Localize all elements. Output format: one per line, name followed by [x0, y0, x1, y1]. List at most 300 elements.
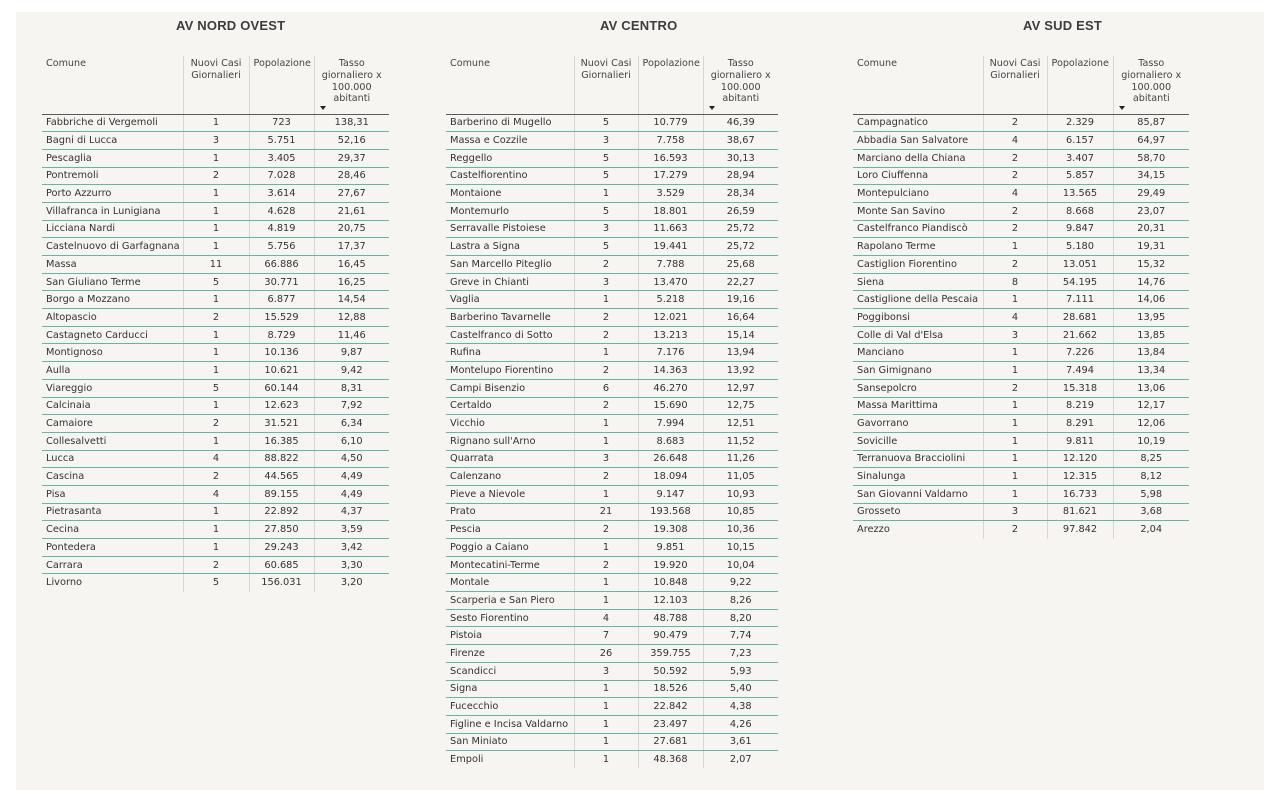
cell-comune: Sansepolcro	[853, 379, 983, 397]
cell-nuovi-casi: 26	[574, 645, 638, 663]
cell-comune: Camaiore	[42, 415, 183, 433]
cell-nuovi-casi: 2	[983, 220, 1047, 238]
table-row[interactable]	[42, 238, 389, 256]
cell-comune: Fucecchio	[446, 698, 574, 716]
table-row[interactable]	[446, 309, 778, 327]
table-row[interactable]	[446, 167, 778, 185]
table-row[interactable]	[42, 379, 389, 397]
table-row[interactable]	[446, 574, 778, 592]
cell-comune: Sesto Fiorentino	[446, 609, 574, 627]
cell-comune: Licciana Nardi	[42, 220, 183, 238]
cell-tasso: 30,13	[703, 149, 778, 167]
cell-popolazione: 89.155	[249, 485, 314, 503]
cell-popolazione: 15.318	[1047, 379, 1113, 397]
cell-tasso: 4,37	[314, 503, 389, 521]
column-header-popolazione[interactable]: Popolazione	[249, 56, 314, 114]
cell-tasso: 8,20	[703, 609, 778, 627]
cell-nuovi-casi: 1	[574, 291, 638, 309]
cell-comune: Pistoia	[446, 627, 574, 645]
cell-nuovi-casi: 4	[183, 450, 249, 468]
cell-tasso: 9,42	[314, 362, 389, 380]
cell-tasso: 8,26	[703, 592, 778, 610]
cell-comune: Massa	[42, 256, 183, 274]
cell-nuovi-casi: 1	[574, 574, 638, 592]
cell-popolazione: 7.994	[638, 415, 703, 433]
table-row[interactable]	[42, 132, 389, 150]
column-header-tasso[interactable]	[1113, 56, 1189, 114]
cell-nuovi-casi: 1	[574, 698, 638, 716]
cell-comune: Loro Ciuffenna	[853, 167, 983, 185]
cell-nuovi-casi: 1	[183, 220, 249, 238]
cell-tasso: 85,87	[1113, 114, 1189, 132]
cell-comune: Cascina	[42, 468, 183, 486]
table-header-row	[42, 56, 389, 114]
cell-popolazione: 8.668	[1047, 202, 1113, 220]
table-row[interactable]	[42, 309, 389, 327]
sort-descending-icon[interactable]	[709, 106, 715, 110]
cell-tasso: 13,84	[1113, 344, 1189, 362]
cell-nuovi-casi: 1	[183, 185, 249, 203]
cell-tasso: 14,76	[1113, 273, 1189, 291]
cell-nuovi-casi: 1	[183, 344, 249, 362]
cell-popolazione: 31.521	[249, 415, 314, 433]
table-row[interactable]	[853, 397, 1189, 415]
cell-tasso: 34,15	[1113, 167, 1189, 185]
table-row[interactable]	[42, 503, 389, 521]
table-row[interactable]	[853, 344, 1189, 362]
cell-nuovi-casi: 1	[183, 521, 249, 539]
cell-comune: Altopascio	[42, 309, 183, 327]
cell-comune: Vicchio	[446, 415, 574, 433]
panel-title: AV NORD OVEST	[176, 18, 286, 33]
cell-popolazione: 723	[249, 114, 314, 132]
table-row[interactable]	[446, 238, 778, 256]
table-row[interactable]	[853, 432, 1189, 450]
column-header-tasso[interactable]	[703, 56, 778, 114]
table-row[interactable]	[42, 344, 389, 362]
cell-tasso: 10,93	[703, 485, 778, 503]
dashboard-page	[16, 12, 1264, 790]
table-row[interactable]	[853, 114, 1189, 132]
cell-comune: Fabbriche di Vergemoli	[42, 114, 183, 132]
cell-comune: Livorno	[46, 577, 83, 589]
cell-comune: Aulla	[42, 362, 183, 380]
cell-popolazione: 3.405	[249, 149, 314, 167]
table-row[interactable]	[42, 415, 389, 433]
cell-popolazione: 3.529	[638, 185, 703, 203]
cell-comune: Bagni di Lucca	[42, 132, 183, 150]
column-header-tasso[interactable]	[314, 56, 389, 114]
table-row[interactable]	[446, 114, 778, 132]
cell-nuovi-casi: 3	[574, 450, 638, 468]
cell-tasso: 13,06	[1113, 379, 1189, 397]
table-row[interactable]	[446, 432, 778, 450]
cell-comune: Montaione	[446, 185, 574, 203]
cell-comune: Rufina	[446, 344, 574, 362]
table-row[interactable]	[446, 609, 778, 627]
table-row[interactable]	[446, 256, 778, 274]
table-row[interactable]	[446, 751, 778, 769]
cell-tasso: 52,16	[314, 132, 389, 150]
cell-tasso: 9,87	[314, 344, 389, 362]
cell-nuovi-casi: 8	[983, 273, 1047, 291]
cell-comune: San Giovanni Valdarno	[853, 485, 983, 503]
cell-tasso: 7,92	[314, 397, 389, 415]
cell-nuovi-casi: 1	[983, 450, 1047, 468]
table-row[interactable]	[446, 397, 778, 415]
table-row[interactable]	[446, 185, 778, 203]
column-header-popolazione[interactable]: Popolazione	[1047, 56, 1113, 114]
cell-tasso: 10,36	[703, 521, 778, 539]
cell-popolazione: 7.176	[638, 344, 703, 362]
table-row[interactable]	[853, 415, 1189, 433]
cell-comune: Viareggio	[42, 379, 183, 397]
column-header-nuovi-casi[interactable]: Nuovi Casi Giornalieri	[183, 56, 249, 114]
cell-tasso: 8,31	[314, 379, 389, 397]
cell-tasso: 3,20	[314, 574, 389, 592]
cell-tasso: 3,59	[314, 521, 389, 539]
table-row[interactable]	[446, 503, 778, 521]
table-row[interactable]	[446, 450, 778, 468]
table-row[interactable]	[446, 468, 778, 486]
cell-popolazione: 193.568	[638, 503, 703, 521]
cell-comune: Serravalle Pistoiese	[446, 220, 574, 238]
table-row[interactable]	[853, 468, 1189, 486]
cell-nuovi-casi: 1	[574, 680, 638, 698]
cell-comune: Empoli	[450, 754, 484, 766]
table-row[interactable]	[446, 680, 778, 698]
table-row[interactable]	[446, 362, 778, 380]
cell-nuovi-casi: 3	[574, 273, 638, 291]
cell-popolazione: 17.279	[638, 167, 703, 185]
cell-popolazione: 26.648	[638, 450, 703, 468]
cell-tasso: 29,37	[314, 149, 389, 167]
table-row[interactable]	[42, 220, 389, 238]
cell-popolazione: 46.270	[638, 379, 703, 397]
cell-popolazione: 4.819	[249, 220, 314, 238]
cell-popolazione: 3.614	[249, 185, 314, 203]
column-header-nuovi-casi[interactable]: Nuovi Casi Giornalieri	[574, 56, 638, 114]
table-row[interactable]	[446, 291, 778, 309]
cell-tasso: 13,94	[703, 344, 778, 362]
table-row[interactable]	[446, 149, 778, 167]
table-row[interactable]	[853, 362, 1189, 380]
table-row[interactable]	[42, 114, 389, 132]
cell-popolazione: 11.663	[638, 220, 703, 238]
table-row[interactable]	[853, 167, 1189, 185]
cell-tasso: 9,22	[703, 574, 778, 592]
comuni-table	[446, 56, 778, 768]
table-row[interactable]	[446, 344, 778, 362]
panel-title: AV SUD EST	[1023, 18, 1103, 33]
cell-comune: Firenze	[446, 645, 574, 663]
cell-comune: Massa e Cozzile	[446, 132, 574, 150]
cell-popolazione: 18.526	[638, 680, 703, 698]
column-header-popolazione[interactable]: Popolazione	[638, 56, 703, 114]
cell-nuovi-casi: 4	[183, 485, 249, 503]
cell-popolazione: 10.779	[638, 114, 703, 132]
cell-tasso: 14,06	[1113, 291, 1189, 309]
cell-popolazione: 5.180	[1047, 238, 1113, 256]
cell-tasso: 11,05	[703, 468, 778, 486]
cell-tasso: 7,74	[703, 627, 778, 645]
table-row[interactable]	[42, 397, 389, 415]
cell-comune: Sinalunga	[853, 468, 983, 486]
table-row[interactable]	[42, 273, 389, 291]
cell-popolazione: 23.497	[638, 715, 703, 733]
column-header-comune[interactable]: Comune	[853, 56, 983, 114]
column-header-comune[interactable]: Comune	[42, 56, 183, 114]
cell-comune: Montignoso	[42, 344, 183, 362]
table-row[interactable]	[853, 238, 1189, 256]
table-row[interactable]	[446, 627, 778, 645]
cell-popolazione: 22.842	[638, 698, 703, 716]
cell-tasso: 58,70	[1113, 149, 1189, 167]
cell-popolazione: 12.103	[638, 592, 703, 610]
table-row[interactable]	[42, 291, 389, 309]
table-row[interactable]	[42, 432, 389, 450]
cell-popolazione: 9.811	[1047, 432, 1113, 450]
cell-popolazione: 22.892	[249, 503, 314, 521]
cell-tasso: 20,31	[1113, 220, 1189, 238]
table-row[interactable]	[42, 450, 389, 468]
cell-popolazione: 90.479	[638, 627, 703, 645]
cell-nuovi-casi: 2	[574, 397, 638, 415]
cell-comune: San Gimignano	[853, 362, 983, 380]
table-row[interactable]	[446, 662, 778, 680]
table-row[interactable]	[446, 273, 778, 291]
table-row[interactable]	[853, 291, 1189, 309]
cell-popolazione: 60.144	[249, 379, 314, 397]
table-row[interactable]	[42, 362, 389, 380]
cell-nuovi-casi: 1	[183, 503, 249, 521]
cell-tasso: 11,46	[314, 326, 389, 344]
cell-popolazione: 12.021	[638, 309, 703, 327]
table-row[interactable]	[853, 309, 1189, 327]
table-row[interactable]	[853, 256, 1189, 274]
cell-comune: Abbadia San Salvatore	[853, 132, 983, 150]
table-row[interactable]	[446, 415, 778, 433]
table-row[interactable]	[42, 256, 389, 274]
cell-tasso: 25,72	[703, 220, 778, 238]
cell-nuovi-casi: 2	[574, 521, 638, 539]
cell-tasso: 2,07	[703, 751, 778, 769]
table-row[interactable]	[446, 521, 778, 539]
cell-popolazione: 81.621	[1047, 503, 1113, 521]
cell-tasso: 6,10	[314, 432, 389, 450]
cell-comune: Porto Azzurro	[42, 185, 183, 203]
cell-comune: Castiglione della Pescaia	[853, 291, 983, 309]
cell-popolazione: 19.920	[638, 556, 703, 574]
cell-nuovi-casi: 2	[983, 379, 1047, 397]
cell-popolazione: 54.195	[1047, 273, 1113, 291]
cell-nuovi-casi: 5	[574, 167, 638, 185]
table-row[interactable]	[446, 326, 778, 344]
cell-nuovi-casi: 5	[183, 379, 249, 397]
cell-comune: Gavorrano	[853, 415, 983, 433]
table-row[interactable]	[446, 698, 778, 716]
cell-tasso: 10,19	[1113, 432, 1189, 450]
table-row[interactable]	[446, 539, 778, 557]
cell-comune: Lastra a Signa	[446, 238, 574, 256]
table-row[interactable]	[853, 202, 1189, 220]
cell-nuovi-casi: 6	[574, 379, 638, 397]
cell-tasso: 21,61	[314, 202, 389, 220]
table-row[interactable]	[42, 539, 389, 557]
cell-popolazione: 13.051	[1047, 256, 1113, 274]
cell-nuovi-casi: 5	[183, 273, 249, 291]
cell-comune: Certaldo	[446, 397, 574, 415]
table-row[interactable]	[446, 485, 778, 503]
cell-tasso: 19,31	[1113, 238, 1189, 256]
cell-nuovi-casi: 2	[574, 556, 638, 574]
table-row[interactable]	[42, 326, 389, 344]
cell-popolazione: 14.363	[638, 362, 703, 380]
table-row[interactable]	[853, 450, 1189, 468]
cell-popolazione: 7.028	[249, 167, 314, 185]
cell-tasso: 29,49	[1113, 185, 1189, 203]
table-row[interactable]	[446, 592, 778, 610]
table-body	[42, 114, 389, 592]
cell-popolazione: 15.690	[638, 397, 703, 415]
cell-nuovi-casi: 1	[183, 149, 249, 167]
cell-comune: Poggibonsi	[853, 309, 983, 327]
table-row[interactable]	[42, 556, 389, 574]
table-row[interactable]	[446, 220, 778, 238]
table-row[interactable]	[853, 185, 1189, 203]
cell-comune: Borgo a Mozzano	[42, 291, 183, 309]
cell-popolazione: 27.681	[638, 733, 703, 751]
cell-popolazione: 7.494	[1047, 362, 1113, 380]
cell-nuovi-casi: 2	[983, 521, 1047, 539]
cell-nuovi-casi: 1	[183, 326, 249, 344]
cell-nuovi-casi: 3	[183, 132, 249, 150]
cell-comune: Calcinaia	[42, 397, 183, 415]
table-row[interactable]	[853, 149, 1189, 167]
table-row[interactable]	[42, 574, 389, 592]
cell-tasso: 5,40	[703, 680, 778, 698]
cell-nuovi-casi: 21	[574, 503, 638, 521]
table-row[interactable]	[446, 645, 778, 663]
table-row[interactable]	[446, 132, 778, 150]
column-header-tasso-label: Tasso giornaliero x 100.000 abitanti	[1121, 58, 1182, 105]
cell-nuovi-casi: 1	[983, 397, 1047, 415]
table-row[interactable]	[446, 733, 778, 751]
cell-nuovi-casi: 1	[574, 733, 638, 751]
cell-popolazione: 50.592	[638, 662, 703, 680]
table-row[interactable]	[446, 379, 778, 397]
table-row[interactable]	[42, 468, 389, 486]
table-row[interactable]	[853, 132, 1189, 150]
cell-tasso: 8,25	[1113, 450, 1189, 468]
cell-popolazione: 44.565	[249, 468, 314, 486]
cell-tasso: 13,92	[703, 362, 778, 380]
cell-popolazione: 7.226	[1047, 344, 1113, 362]
table-row[interactable]	[853, 326, 1189, 344]
cell-popolazione: 66.886	[249, 256, 314, 274]
cell-comune: Pontedera	[42, 539, 183, 557]
cell-tasso: 13,34	[1113, 362, 1189, 380]
cell-popolazione: 28.681	[1047, 309, 1113, 327]
table-row[interactable]	[42, 185, 389, 203]
cell-nuovi-casi: 1	[183, 238, 249, 256]
cell-nuovi-casi: 1	[983, 238, 1047, 256]
cell-comune: Pescia	[446, 521, 574, 539]
cell-popolazione: 18.801	[638, 202, 703, 220]
cell-nuovi-casi: 4	[983, 132, 1047, 150]
table-row[interactable]	[446, 202, 778, 220]
cell-nuovi-casi: 1	[574, 592, 638, 610]
table-row[interactable]	[42, 149, 389, 167]
cell-popolazione: 15.529	[249, 309, 314, 327]
column-header-nuovi-casi[interactable]: Nuovi Casi Giornalieri	[983, 56, 1047, 114]
cell-comune: Terranuova Bracciolini	[853, 450, 983, 468]
cell-comune: Poggio a Caiano	[446, 539, 574, 557]
sort-descending-icon[interactable]	[1119, 106, 1125, 110]
table-row[interactable]	[446, 715, 778, 733]
cell-comune: Manciano	[853, 344, 983, 362]
table-row[interactable]	[42, 167, 389, 185]
cell-popolazione: 10.621	[249, 362, 314, 380]
cell-nuovi-casi: 1	[183, 539, 249, 557]
column-header-comune[interactable]: Comune	[446, 56, 574, 114]
cell-nuovi-casi: 1	[983, 415, 1047, 433]
cell-tasso: 11,52	[703, 432, 778, 450]
cell-nuovi-casi: 2	[183, 309, 249, 327]
table-row[interactable]	[853, 273, 1189, 291]
cell-nuovi-casi: 3	[574, 220, 638, 238]
cell-nuovi-casi: 5	[574, 238, 638, 256]
cell-nuovi-casi: 2	[574, 309, 638, 327]
table-row[interactable]	[853, 503, 1189, 521]
cell-tasso: 4,49	[314, 485, 389, 503]
cell-comune: Pieve a Nievole	[446, 485, 574, 503]
table-row[interactable]	[853, 521, 1189, 539]
cell-nuovi-casi: 2	[183, 556, 249, 574]
cell-comune: Castiglion Fiorentino	[853, 256, 983, 274]
sort-descending-icon[interactable]	[320, 106, 326, 110]
table-row[interactable]	[446, 556, 778, 574]
table-row[interactable]	[42, 485, 389, 503]
cell-tasso: 12,88	[314, 309, 389, 327]
cell-tasso: 13,95	[1113, 309, 1189, 327]
cell-tasso: 3,42	[314, 539, 389, 557]
cell-nuovi-casi: 5	[183, 574, 249, 592]
cell-comune: Barberino Tavarnelle	[446, 309, 574, 327]
cell-tasso: 25,72	[703, 238, 778, 256]
cell-nuovi-casi: 1	[574, 344, 638, 362]
column-header-tasso-label: Tasso giornaliero x 100.000 abitanti	[321, 58, 382, 105]
cell-comune: Montelupo Fiorentino	[446, 362, 574, 380]
cell-popolazione: 13.213	[638, 326, 703, 344]
cell-tasso: 3,61	[703, 733, 778, 751]
table-row[interactable]	[42, 521, 389, 539]
cell-popolazione: 48.368	[638, 751, 703, 769]
cell-popolazione: 19.308	[638, 521, 703, 539]
cell-popolazione: 13.470	[638, 273, 703, 291]
table-row[interactable]	[853, 220, 1189, 238]
cell-comune: Scandicci	[446, 662, 574, 680]
table-row[interactable]	[853, 485, 1189, 503]
cell-comune: Lucca	[42, 450, 183, 468]
table-row[interactable]	[42, 202, 389, 220]
table-row[interactable]	[853, 379, 1189, 397]
cell-popolazione: 5.751	[249, 132, 314, 150]
cell-nuovi-casi: 1	[183, 202, 249, 220]
cell-nuovi-casi: 1	[574, 715, 638, 733]
cell-comune: Arezzo	[857, 524, 890, 536]
comuni-table	[42, 56, 389, 592]
